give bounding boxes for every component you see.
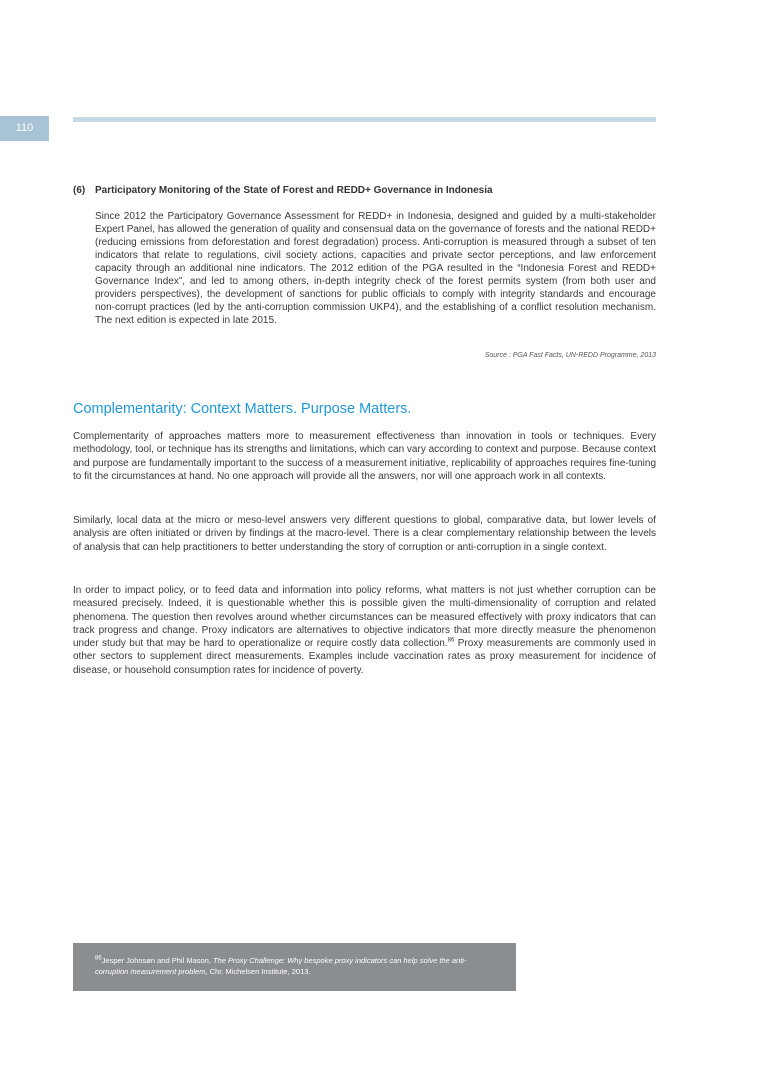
box-number: (6) [73,185,86,196]
footnote [95,956,495,977]
box-source: Source : PGA Fast Facts, UN-REDD Programme, 2013 [484,352,656,359]
footnote-reference[interactable]: 86 [447,637,455,644]
section-title: Complementarity: Context Matters. Purpose Matters. [73,401,412,417]
paragraph-text: Proxy measurements are commonly used in other sectors to supplement direct measurements. Examples include vaccination rates as proxy measurement for incidence of disease, or household consumption rates for incidence of poverty. [73,638,656,676]
footnote-authors: Jesper Johnsøn and Phil Mason, [101,956,213,965]
paragraph: Similarly, local data at the micro or meso-level answers very different questions to global, comparative data, but lower levels of analysis are often initiated or driven by findings at the macro-level. There is a clear complementary relationship between the levels of analysis that can help practitioners to better understanding the story of corruption or anti-corruption in a single context. [73,515,656,553]
paragraph: Complementarity of approaches matters more to measurement effectiveness than innovation in tools or techniques. Every methodology, tool, or technique has its strengths and limitations, which can vary according to context and purpose. Because context and purpose are fundamentally important to the success of a measurement initiative, replicability of approaches requires fine-tuning to fit the circumstances at hand. No one approach will provide all the answers, nor will one approach work in all contexts. [73,431,656,482]
page-number-tab [0,116,49,141]
paragraph-text: In order to impact policy, or to feed data and information into policy reforms, what matters is not just whether corruption can be measured precisely. Indeed, it is questionable whether this is possible given the multi-dimensionality of corruption and related phenomena. The question then revolves around whether circumstances can be measured effectively with proxy indicators that can track progress and change. Proxy indicators are alternatives to objective indicators that more directly measure the phenomenon under study but that may be hard to operationalize or require costly data collection. [73,585,656,650]
footnote-box [73,943,516,991]
box-body: Since 2012 the Participatory Governance Assessment for REDD+ in Indonesia, designed and guided by a multi-stakeholder Expert Panel, has allowed the generation of quality and consensual data on the governance of forests and the national REDD+ (reducing emissions from deforestation and forest degradation) process. Anti-corruption is measured through a subset of ten indicators that relate to regulations, civil society actions, capacities and private sector perceptions, and law enforcement capacity through an additional nine indicators. The 2012 edition of the PGA resulted in the “Indonesia Forest and REDD+ Governance Index”, and led to among others, in-depth integrity check of the forest permits system (from both user and providers perspectives), the development of sanctions for public officials to comply with integrity standards and encourage non-corrupt practices (led by the anti-corruption commission UKP4), and the establishing of a conflict resolution mechanism. The next edition is expected in late 2015. [95,211,656,326]
footnote-publisher: , Chr. Michelsen Institute, 2013. [205,966,311,976]
page-number: 110 [15,122,34,134]
footnote-title: The Proxy Challenge: Why bespoke proxy indicators can help solve the anti-corruption measurement problem [95,956,467,976]
header-rule [73,117,656,122]
paragraph [73,584,656,677]
box-heading [73,185,656,196]
box-heading-text: Participatory Monitoring of the State of Forest and REDD+ Governance in Indonesia [95,185,493,196]
footnote-number: 86 [95,955,102,962]
